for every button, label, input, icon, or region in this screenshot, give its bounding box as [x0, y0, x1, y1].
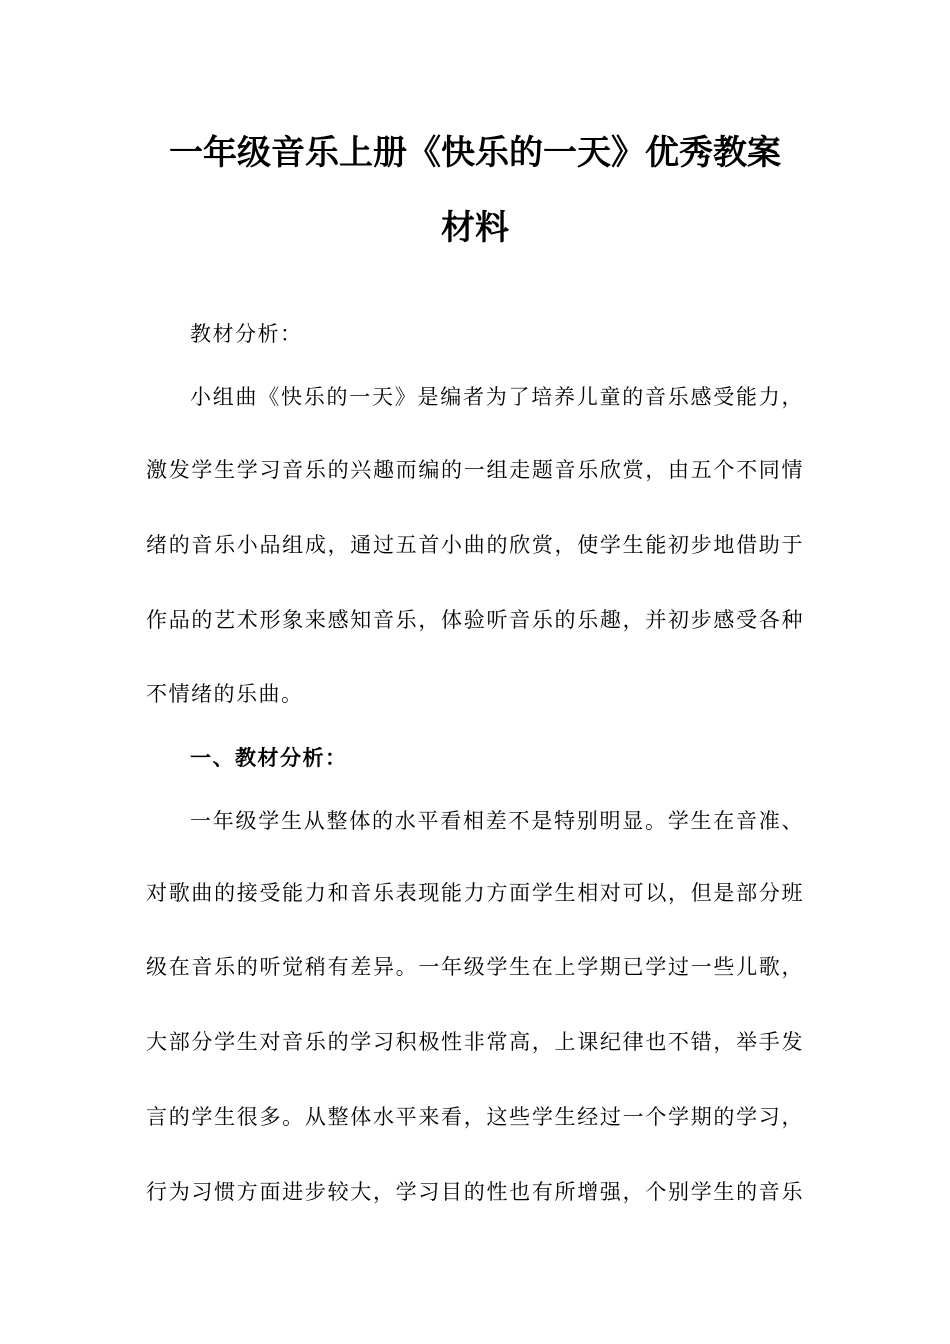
paragraph-line: 对歌曲的接受能力和音乐表现能力方面学生相对可以，但是部分班 [146, 881, 804, 905]
paragraph-line: 不情绪的乐曲。 [146, 682, 304, 706]
paragraph-line: 大部分学生对音乐的学习积极性非常高，上课纪律也不错，举手发 [146, 1030, 804, 1054]
section-label-textbook-analysis: 教材分析： [190, 322, 303, 346]
paragraph-line: 一年级学生从整体的水平看相差不是特别明显。学生在音准、 [190, 809, 804, 833]
paragraph-line: 激发学生学习音乐的兴趣而编的一组走题音乐欣赏，由五个不同情 [146, 458, 804, 482]
paragraph-line: 作品的艺术形象来感知音乐，体验听音乐的乐趣，并初步感受各种 [146, 608, 804, 632]
paragraph-line: 级在音乐的听觉稍有差异。一年级学生在上学期已学过一些儿歌， [146, 955, 804, 979]
paragraph-line: 绪的音乐小品组成，通过五首小曲的欣赏，使学生能初步地借助于 [146, 533, 804, 557]
paragraph-line: 言的学生很多。从整体水平来看，这些学生经过一个学期的学习， [146, 1105, 804, 1129]
document-title-line-2: 材料 [441, 208, 509, 248]
document-title-line-1: 一年级音乐上册《快乐的一天》优秀教案 [169, 133, 781, 173]
section-heading-1: 一、教材分析： [190, 746, 348, 770]
paragraph-line: 小组曲《快乐的一天》是编者为了培养儿童的音乐感受能力， [190, 385, 804, 409]
paragraph-line: 行为习惯方面进步较大，学习目的性也有所增强，个别学生的音乐 [146, 1180, 804, 1204]
